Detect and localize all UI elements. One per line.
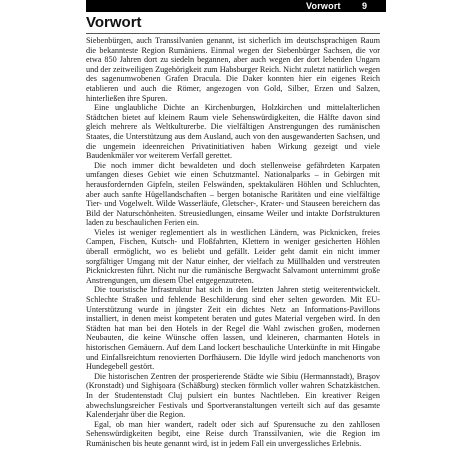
paragraph-7: Egal, ob man hier wandert, radelt oder sich auf Spurensuche zu den zahllosen Sehenswürdigkeiten begibt, eine Reise durch Transsilvanien, wie die Region im Rumänischen bis heute genannt wird, ist in jedem Fall ein unvergessliches Erlebnis.	[86, 419, 380, 448]
chapter-title: Vorwort	[86, 14, 142, 31]
page-number: 9	[362, 1, 368, 11]
title-rule	[86, 33, 380, 34]
paragraph-3: Die noch immer dicht bewaldeten und doch stellenweise gefährdeten Karpaten umfangen dieses Gebiet wie einen Schutzmantel. Nationalparks – in Gebirgen mit herausfordernden Gipfeln, steilen Felswänden, spektakulären Höhlen und Schluchten, aber auch sanfte Hügellandschaften – bergen botanische Raritäten und eine vielfältige Tier- und Vogelwelt. Wilde Wasserläufe, Gletscher-, Krater- und Stauseen bereichern das Bild der Naturschönheiten. Streusiedlungen, einsame Weiler und intakte Dorfstrukturen laden zu beschaulichen Ferien ein.	[86, 160, 380, 228]
paragraph-1: Siebenbürgen, auch Transsilvanien genannt, ist sicherlich im deutschsprachigen Raum die bekannteste Region Rumäniens. Einmal wegen der Siebenbürger Sachsen, die vor etwa 850 Jahren dort zu siedeln begannen, aber auch wegen der dort lebenden Ungarn und der zeitweiligen Zugehörigkeit zum Habsburger Reich. Nicht zuletzt natürlich wegen des sagenumwobenen Grafen Dracula. Die Daker konnten hier ein eigenes Reich etablieren und auch die Römer, angezogen von Gold, Silber, Erzen und Salzen, hinterließen ihre Spuren.	[86, 36, 380, 103]
paragraph-5: Die touristische Infrastruktur hat sich in den letzten Jahren stetig weiterentwickelt. Schlechte Straßen und fehlende Beschilderung sind eher selten geworden. Mit EU-Unterstützung wurde in jüngster Zeit ein dichtes Netz an Informations-Pavillons installiert, in denen meist kompetent beraten und gutes Material vergeben wird. In den Städten hat man bei den Hotels in der Regel die Wahl zwischen großen, modernen Neubauten, die keine Wünsche offen lassen, und kleineren, charmanten Hotels in historischen Gemäuern. Auf dem Land lockert beschauliche Unterkünfte in mit Hingabe und Einfallsreichtum renovierten Dorfhäusern. Die Idylle wird jedoch manchenorts von Hundegebell gestört.	[86, 285, 380, 372]
running-head-bar	[86, 0, 386, 12]
paragraph-2: Eine unglaubliche Dichte an Kirchenburgen, Holzkirchen und mittelalterlichen Städtchen bietet auf kleinem Raum viele Sehenswürdigkeiten, die Hälfte davon sind gleich mehrere als Weltkulturerbe. Die vielfältigen Anstrengungen des rumänischen Staates, die Unterstützung aus dem Ausland, auch von den ausgewanderten Sachsen, und die ungemein ideenreichen Privatinitiativen haben Wirkung gezeigt und viele Baudenkmäler vor weiterem Verfall gerettet.	[86, 103, 380, 161]
running-head-title: Vorwort	[306, 1, 341, 11]
paragraph-4: Vieles ist weniger reglementiert als in westlichen Ländern, was Picknicken, freies Campen, Fischen, Kutsch- und Floßfahrten, Klettern in weniger gesicherten Höhlen überall ermöglicht, wo es beliebt und gefällt. Leider geht damit ein nicht immer sorgfältiger Umgang mit der Natur einher, der vielfach zu Müllhalden und verstreuten Picknickresten führt. Nicht nur die rumänische Bergwacht Salvamont unternimmt große Anstrengungen, um diesem Übel entgegenzutreten.	[86, 227, 380, 285]
body-text	[86, 36, 380, 449]
paragraph-6: Die historischen Zentren der prosperierende Städte wie Sibiu (Hermannstadt), Braşov (Kronstadt) und Sighişoara (Schäßburg) stecken förmlich voller wahren Schatzkästchen. In der Studentenstadt Cluj pulsiert ein buntes Nachtleben. Ein kreativer Reigen abwechslungsreicher Festivals und Sportveranstaltungen verteilt sich auf das gesamte Kalenderjahr über die Region.	[86, 371, 380, 420]
